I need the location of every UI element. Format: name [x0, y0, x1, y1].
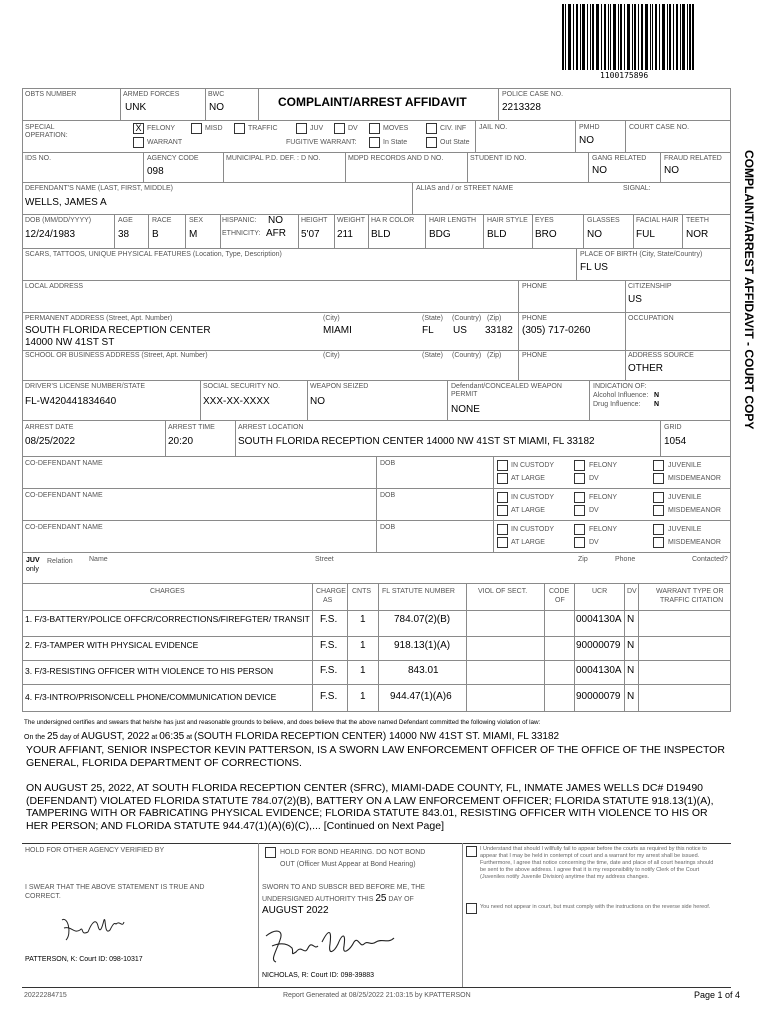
charge-statute: 944.47(1)(A)6	[390, 691, 452, 702]
place-of-birth-label: PLACE OF BIRTH (City, State/Country)	[580, 251, 703, 258]
juv-phone-label: Phone	[615, 556, 636, 563]
hispanic-label: HISPANIC:	[222, 217, 257, 224]
glasses-value: NO	[587, 229, 602, 240]
agency-code-value: 098	[147, 166, 164, 177]
sworn-label: SWORN TO AND SUBSCR BED BEFORE ME, THE	[262, 884, 425, 891]
charge-ucr: 90000079	[576, 640, 621, 651]
day-of-label: day of	[60, 734, 80, 741]
codefendant-dob-label: DOB	[380, 524, 396, 531]
age-value: 38	[118, 229, 130, 240]
swear-label-2: CORRECT.	[25, 893, 61, 900]
ssn-label: SOCIAL SECURITY NO.	[203, 383, 281, 390]
charge-dv: N	[627, 665, 635, 676]
codef-felony-label: FELONY	[589, 462, 618, 469]
charge-statute: 843.01	[408, 665, 439, 676]
charge-as-header: CHARGE	[316, 588, 346, 595]
arrest-time-value: 20:20	[168, 436, 194, 447]
at-large-checkbox[interactable]	[497, 537, 508, 548]
school-zip-label: (Zip)	[487, 352, 502, 359]
charge-type: F.S.	[320, 640, 338, 651]
incident-day: 25	[46, 731, 59, 742]
local-address-label: LOCAL ADDRESS	[25, 283, 84, 290]
barcode-number: 1100175896	[600, 71, 649, 80]
teeth-value: NOR	[686, 229, 709, 240]
in-custody-label: IN CUSTODY	[511, 462, 555, 469]
school-address-label: SCHOOL OR BUSINESS ADDRESS (Street, Apt. Number)	[25, 352, 208, 359]
notice-checkbox[interactable]	[466, 846, 477, 857]
arrest-location-label: ARREST LOCATION	[238, 424, 304, 431]
misdemeanor-label: MISDEMEANOR	[668, 475, 721, 482]
juv-zip-label: Zip	[578, 556, 588, 563]
dob-label: DOB (MM/DD/YYYY)	[25, 217, 92, 224]
perm-phone-label: PHONE	[522, 315, 547, 322]
codef-dv-label: DV	[589, 475, 599, 482]
form-title: COMPLAINT/ARREST AFFIDAVIT	[278, 95, 467, 109]
misd-label: MISD	[205, 125, 223, 132]
charge-ucr: 0004130A	[576, 614, 622, 625]
school-phone-label: PHONE	[522, 352, 547, 359]
codef-felony-label: FELONY	[589, 526, 618, 533]
dv-checkbox[interactable]	[334, 123, 345, 134]
armed-forces-label: ARMED FORCES	[123, 91, 180, 98]
charge-description: 3. F/3-RESISTING OFFICER WITH VIOLENCE TO HIS PERSON	[25, 666, 274, 676]
at-label-2: at	[186, 734, 193, 741]
narrative-paragraph-1: YOUR AFFIANT, SENIOR INSPECTOR KEVIN PATTERSON, IS A SWORN LAW ENFORCEMENT OFFICER OF THE OFFICE OF THE INSPECTOR GENERAL, FLORIDA DEPARTMENT OF CORRECTIONS.	[26, 744, 725, 769]
codefendant-name-label: CO-DEFENDANT NAME	[25, 460, 103, 467]
charge-description: 2. F/3-TAMPER WITH PHYSICAL EVIDENCE	[25, 640, 199, 650]
special-op-label: SPECIAL	[25, 124, 55, 131]
in-state-label: In State	[383, 139, 408, 146]
codefendant-dob-label: DOB	[380, 460, 396, 467]
hold-bond-checkbox[interactable]	[265, 847, 276, 858]
relation-label: Relation	[47, 558, 73, 565]
hispanic-value: NO	[268, 215, 283, 226]
codef-dv-checkbox[interactable]	[574, 505, 585, 516]
charge-statute: 784.07(2)(B)	[394, 614, 451, 625]
ssn-value: XXX-XX-XXXX	[203, 396, 270, 407]
drug-label: Drug Influence:	[593, 401, 641, 408]
felony-checkbox[interactable]: X	[133, 123, 144, 134]
viol-sect-header: VIOL OF SECT.	[478, 588, 528, 595]
citizenship-label: CITIZENSHIP	[628, 283, 672, 290]
weight-value: 211	[337, 229, 353, 240]
facial-hair-value: FUL	[636, 229, 655, 240]
codefendant-dob-label: DOB	[380, 492, 396, 499]
ethnicity-label: ETHNICITY:	[222, 230, 261, 237]
obts-label: OBTS NUMBER	[25, 91, 77, 98]
arrest-time-label: ARREST TIME	[168, 424, 215, 431]
perm-state-value: FL	[422, 325, 434, 336]
hair-color-value: BLD	[371, 229, 391, 240]
at-large-checkbox[interactable]	[497, 505, 508, 516]
misdemeanor-checkbox[interactable]	[653, 537, 664, 548]
perm-city-value: MIAMI	[323, 325, 352, 336]
charge-dv: N	[627, 640, 635, 651]
codef-felony-checkbox[interactable]	[574, 492, 585, 503]
alias-label: ALIAS and / or STREET NAME	[416, 185, 514, 192]
on-the-label: On the	[24, 734, 46, 741]
codef-felony-checkbox[interactable]	[574, 460, 585, 471]
civ-inf-label: CIV. INF	[440, 125, 467, 132]
sworn-line	[262, 893, 414, 904]
perm-country-value: US	[453, 325, 467, 336]
arrest-location-value: SOUTH FLORIDA RECEPTION CENTER 14000 NW 41ST ST MIAMI, FL 33182	[238, 436, 595, 447]
perm-city-label: (City)	[323, 315, 340, 322]
statute-header: FL STATUTE NUMBER	[382, 588, 455, 595]
grid-value: 1054	[664, 436, 687, 447]
school-city-label: (City)	[323, 352, 340, 359]
charge-counts: 1	[360, 614, 366, 625]
perm-state-label: (State)	[422, 315, 444, 322]
defendant-name-value: WELLS, JAMES A	[25, 197, 107, 208]
code-of-header: CODE	[549, 588, 570, 595]
charge-statute: 918.13(1)(A)	[394, 640, 451, 651]
alcohol-label: Alcohol Influence:	[593, 392, 649, 399]
dv-header: DV	[627, 588, 637, 595]
charge-type: F.S.	[320, 691, 338, 702]
bwc-value: NO	[209, 102, 224, 113]
in-custody-checkbox[interactable]	[497, 524, 508, 535]
height-value: 5'07	[301, 229, 320, 240]
juvenile-label: JUVENILE	[668, 526, 702, 533]
out-state-label: Out State	[440, 139, 470, 146]
ucr-header: UCR	[592, 588, 608, 595]
at-large-label: AT LARGE	[511, 539, 545, 546]
juv-name-label: Name	[89, 556, 108, 563]
eyes-label: EYES	[535, 217, 554, 224]
perm-zip-value: 33182	[485, 325, 513, 336]
address-source-label: ADDRESS SOURCE	[628, 352, 694, 359]
codef-dv-label: DV	[589, 507, 599, 514]
permanent-address-line1: SOUTH FLORIDA RECEPTION CENTER	[25, 325, 211, 336]
in-custody-label: IN CUSTODY	[511, 494, 555, 501]
citizenship-value: US	[628, 294, 642, 305]
pmhd-value: NO	[579, 135, 594, 146]
gang-value: NO	[592, 165, 607, 176]
notary-name: NICHOLAS, R: Court ID: 098-39883	[262, 972, 375, 979]
codef-felony-label: FELONY	[589, 494, 618, 501]
juvenile-label: JUVENILE	[668, 462, 702, 469]
cnts-header: CNTS	[352, 588, 372, 595]
felony-label: FELONY	[147, 125, 176, 132]
codef-dv-label: DV	[589, 539, 599, 546]
incident-time: 06:35	[159, 731, 185, 742]
perm-zip-label: (Zip)	[487, 315, 502, 322]
misdemeanor-label: MISDEMEANOR	[668, 507, 721, 514]
agency-code-label: AGENCY CODE	[147, 155, 199, 162]
codef-dv-checkbox[interactable]	[574, 473, 585, 484]
in-state-checkbox[interactable]	[369, 137, 380, 148]
charge-counts: 1	[360, 640, 366, 651]
charge-description: 4. F/3-INTRO/PRISON/CELL PHONE/COMMUNICATION DEVICE	[25, 692, 277, 702]
charge-type: F.S.	[320, 665, 338, 676]
indication-label: INDICATION OF:	[593, 383, 647, 390]
jail-no-label: JAIL NO.	[479, 124, 508, 131]
drug-value: N	[654, 401, 660, 408]
perm-phone-value: (305) 717-0260	[522, 325, 591, 336]
certify-statement: The undersigned certifies and swears that he/she has just and reasonable grounds to believe, and does believe that the above named Defendant committed the following violation of law:	[24, 719, 541, 726]
drivers-license-value: FL-W420441834640	[25, 396, 117, 407]
at-large-label: AT LARGE	[511, 475, 545, 482]
sex-label: SEX	[189, 217, 204, 224]
moves-checkbox[interactable]	[369, 123, 380, 134]
juvenile-checkbox[interactable]	[653, 524, 664, 535]
facial-hair-label: FACIAL HAIR	[636, 217, 679, 224]
place-of-birth-value: FL US	[580, 262, 608, 273]
incident-line	[24, 731, 559, 742]
grid-label: GRID	[664, 424, 682, 431]
weapon-seized-value: NO	[310, 396, 325, 407]
charge-dv: N	[627, 614, 635, 625]
traffic-label: TRAFFIC	[248, 125, 278, 132]
teeth-label: TEETH	[686, 217, 709, 224]
charge-ucr: 0004130A	[576, 665, 622, 676]
school-country-label: (Country)	[452, 352, 482, 359]
age-label: AGE	[118, 217, 133, 224]
local-phone-label: PHONE	[522, 283, 547, 290]
charge-type: F.S.	[320, 614, 338, 625]
codef-dv-checkbox[interactable]	[574, 537, 585, 548]
moves-label: MOVES	[383, 125, 409, 132]
at-label: at	[151, 734, 158, 741]
sworn-month: AUGUST 2022	[262, 905, 329, 916]
side-title: COMPLAINT/ARREST AFFIDAVIT - COURT COPY	[742, 150, 756, 430]
footer-document-id: 20222284715	[24, 992, 67, 999]
bwc-label: BWC	[208, 91, 225, 98]
weight-label: WEIGHT	[337, 217, 365, 224]
pmhd-label: PMHD	[579, 124, 600, 131]
case-no-label: POLICE CASE NO.	[502, 91, 564, 98]
traffic-checkbox[interactable]	[234, 123, 245, 134]
student-id-label: STUDENT ID NO.	[470, 155, 527, 162]
in-custody-checkbox[interactable]	[497, 460, 508, 471]
out-state-checkbox[interactable]	[426, 137, 437, 148]
warrant-type-header-2: TRAFFIC CITATION	[660, 597, 724, 604]
scars-label: SCARS, TATTOOS, UNIQUE PHYSICAL FEATURES (Location, Type, Description)	[25, 251, 282, 258]
juv-only-label: only	[26, 566, 39, 573]
perm-country-label: (Country)	[452, 315, 482, 322]
charge-counts: 1	[360, 665, 366, 676]
footer-page-number: Page 1 of 4	[694, 990, 741, 1000]
race-label: RACE	[152, 217, 172, 224]
permanent-address-line2: 14000 NW 41ST ST	[25, 337, 115, 348]
narrative-paragraph-2: ON AUGUST 25, 2022, AT SOUTH FLORIDA RECEPTION CENTER (SFRC), MIAMI-DADE COUNTY, FL, INMATE JAMES WELLS DC# D19490 (DEFENDANT) VIOLATED FLORIDA STATUTE 784.07(2)(B), BATTERY ON A LAW ENFORCEMENT OFFICER; FLORIDA STATUTE 918.13(1)(A), TAMPERING WITH OR FABRICATING PHYSICAL EVIDENCE; FLORIDA STATUTE 843.01, RESISTING OFFICER WITH VIOLENCE TO HIS OR HER PERSON; AND FLORIDA STATUTE 944.47(1)(A)(6)(C),... [Continued on Next Page]	[26, 782, 714, 832]
drivers-license-label: DRIVER'S LICENSE NUMBER/STATE	[25, 383, 146, 390]
no-appear-checkbox[interactable]	[466, 903, 477, 914]
concealed-permit-value: NONE	[451, 404, 480, 415]
juvenile-checkbox[interactable]	[653, 460, 664, 471]
juvenile-label: JUVENILE	[668, 494, 702, 501]
in-custody-checkbox[interactable]	[497, 492, 508, 503]
arrest-date-label: ARREST DATE	[25, 424, 74, 431]
incident-month: AUGUST, 2022	[81, 731, 150, 742]
sex-value: M	[189, 229, 198, 240]
glasses-label: GLASSES	[587, 217, 620, 224]
concealed-permit-label: PERMIT	[451, 391, 478, 398]
hair-style-value: BLD	[487, 229, 507, 240]
mdpd-label: MDPD RECORDS AND D NO.	[348, 155, 444, 162]
charge-as-header-2: AS	[323, 597, 333, 604]
municipal-label: MUNICIPAL P.D. DEF. : D NO.	[226, 155, 321, 162]
charge-ucr: 90000079	[576, 691, 621, 702]
affiant-name: PATTERSON, K: Court ID: 098-10317	[25, 956, 143, 963]
notice-text-1: I Understand that should I willfully fail to appear before the courts as required by this notice to appear that I may be held in contempt of court and a warrant for my arrest shall be issued. Furthermore, I agree that notice concerning the time, date and place of all court hearings should be sent to the above address. I agree that it is my responsibility to notify Clerk of the Court (Juveniles notify Juvenile Division) anytime that my address changes.	[480, 846, 714, 880]
address-source-value: OTHER	[628, 363, 663, 374]
juv-label: JUV	[310, 125, 324, 132]
alcohol-value: N	[654, 392, 660, 399]
special-op-label-2: OPERATION:	[25, 132, 68, 139]
codefendant-name-label: CO-DEFENDANT NAME	[25, 524, 103, 531]
misdemeanor-checkbox[interactable]	[653, 505, 664, 516]
weapon-seized-label: WEAPON SEIZED	[310, 383, 369, 390]
charge-description: 1. F/3-BATTERY/POLICE OFFCR/CORRECTIONS/FIREFGTER/ TRANSIT	[25, 614, 310, 624]
defendant-name-label: DEFENDANT'S NAME (LAST, FIRST, MIDDLE)	[25, 185, 173, 192]
race-value: B	[152, 229, 159, 240]
height-label: HEIGHT	[301, 217, 328, 224]
school-state-label: (State)	[422, 352, 444, 359]
juv-label: JUV	[26, 557, 40, 564]
eyes-value: BRO	[535, 229, 557, 240]
concealed-weapon-label: Defendant/CONCEALED WEAPON	[451, 383, 562, 390]
hair-length-value: BDG	[429, 229, 451, 240]
dv-label: DV	[348, 125, 358, 132]
juv-street-label: Street	[315, 556, 334, 563]
dob-value: 12/24/1983	[25, 229, 76, 240]
swear-label: I SWEAR THAT THE ABOVE STATEMENT IS TRUE AND	[25, 884, 205, 891]
notary-signature	[262, 922, 402, 966]
warrant-label: WARRANT	[147, 139, 183, 146]
affiant-signature	[58, 912, 128, 946]
code-of-header-2: OF	[555, 597, 565, 604]
misdemeanor-label: MISDEMEANOR	[668, 539, 721, 546]
notice-text-2: You need not appear in court, but must comply with the instructions on the reverse side hereof.	[480, 904, 711, 910]
warrant-type-header: WARRANT TYPE OR	[656, 588, 724, 595]
misd-checkbox[interactable]	[191, 123, 202, 134]
charge-dv: N	[627, 691, 635, 702]
hold-other-agency-label: HOLD FOR OTHER AGENCY VERIFIED BY	[25, 847, 165, 854]
sworn-day: 25	[375, 893, 387, 904]
gang-label: GANG RELATED	[592, 155, 647, 162]
case-no-value: 2213328	[502, 102, 541, 113]
misdemeanor-checkbox[interactable]	[653, 473, 664, 484]
ids-label: IDS NO.	[25, 155, 52, 162]
in-custody-label: IN CUSTODY	[511, 526, 555, 533]
hold-bond-label-2: OUT (Officer Must Appear at Bond Hearing)	[280, 861, 416, 868]
charge-counts: 1	[360, 691, 366, 702]
permanent-address-label: PERMANENT ADDRESS (Street, Apt. Number)	[25, 315, 173, 322]
codefendant-name-label: CO-DEFENDANT NAME	[25, 492, 103, 499]
signal-label: SIGNAL:	[623, 185, 651, 192]
hair-length-label: HAIR LENGTH	[429, 217, 477, 224]
arrest-date-value: 08/25/2022	[25, 436, 76, 447]
incident-location: (SOUTH FLORIDA RECEPTION CENTER) 14000 NW 41ST ST. MIAMI, FL 33182	[193, 731, 560, 742]
at-large-label: AT LARGE	[511, 507, 545, 514]
footer-generated: Report Generated at 08/25/2022 21:03:15 by KPATTERSON	[283, 992, 471, 999]
juv-contacted-label: Contacted?	[692, 556, 728, 563]
sworn-authority-label: UNDERSIGNED AUTHORITY THIS	[262, 896, 374, 903]
juvenile-checkbox[interactable]	[653, 492, 664, 503]
juv-checkbox[interactable]	[296, 123, 307, 134]
charges-header: CHARGES	[150, 588, 185, 595]
court-case-label: COURT CASE NO.	[629, 124, 690, 131]
ethnicity-value: AFR	[266, 228, 286, 239]
at-large-checkbox[interactable]	[497, 473, 508, 484]
fugitive-warrant-label: FUGITIVE WARRANT:	[286, 139, 357, 146]
armed-forces-value: UNK	[125, 102, 147, 113]
codef-felony-checkbox[interactable]	[574, 524, 585, 535]
fraud-label: FRAUD RELATED	[664, 155, 722, 162]
occupation-label: OCCUPATION	[628, 315, 674, 322]
barcode-graphic	[562, 4, 694, 70]
civ-inf-checkbox[interactable]	[426, 123, 437, 134]
hair-color-label: HA R COLOR	[371, 217, 415, 224]
hold-bond-label: HOLD FOR BOND HEARING. DO NOT BOND	[280, 849, 426, 856]
sworn-day-of-label: DAY OF	[388, 896, 414, 903]
warrant-checkbox[interactable]	[133, 137, 144, 148]
fraud-value: NO	[664, 165, 679, 176]
hair-style-label: HAIR STYLE	[487, 217, 528, 224]
